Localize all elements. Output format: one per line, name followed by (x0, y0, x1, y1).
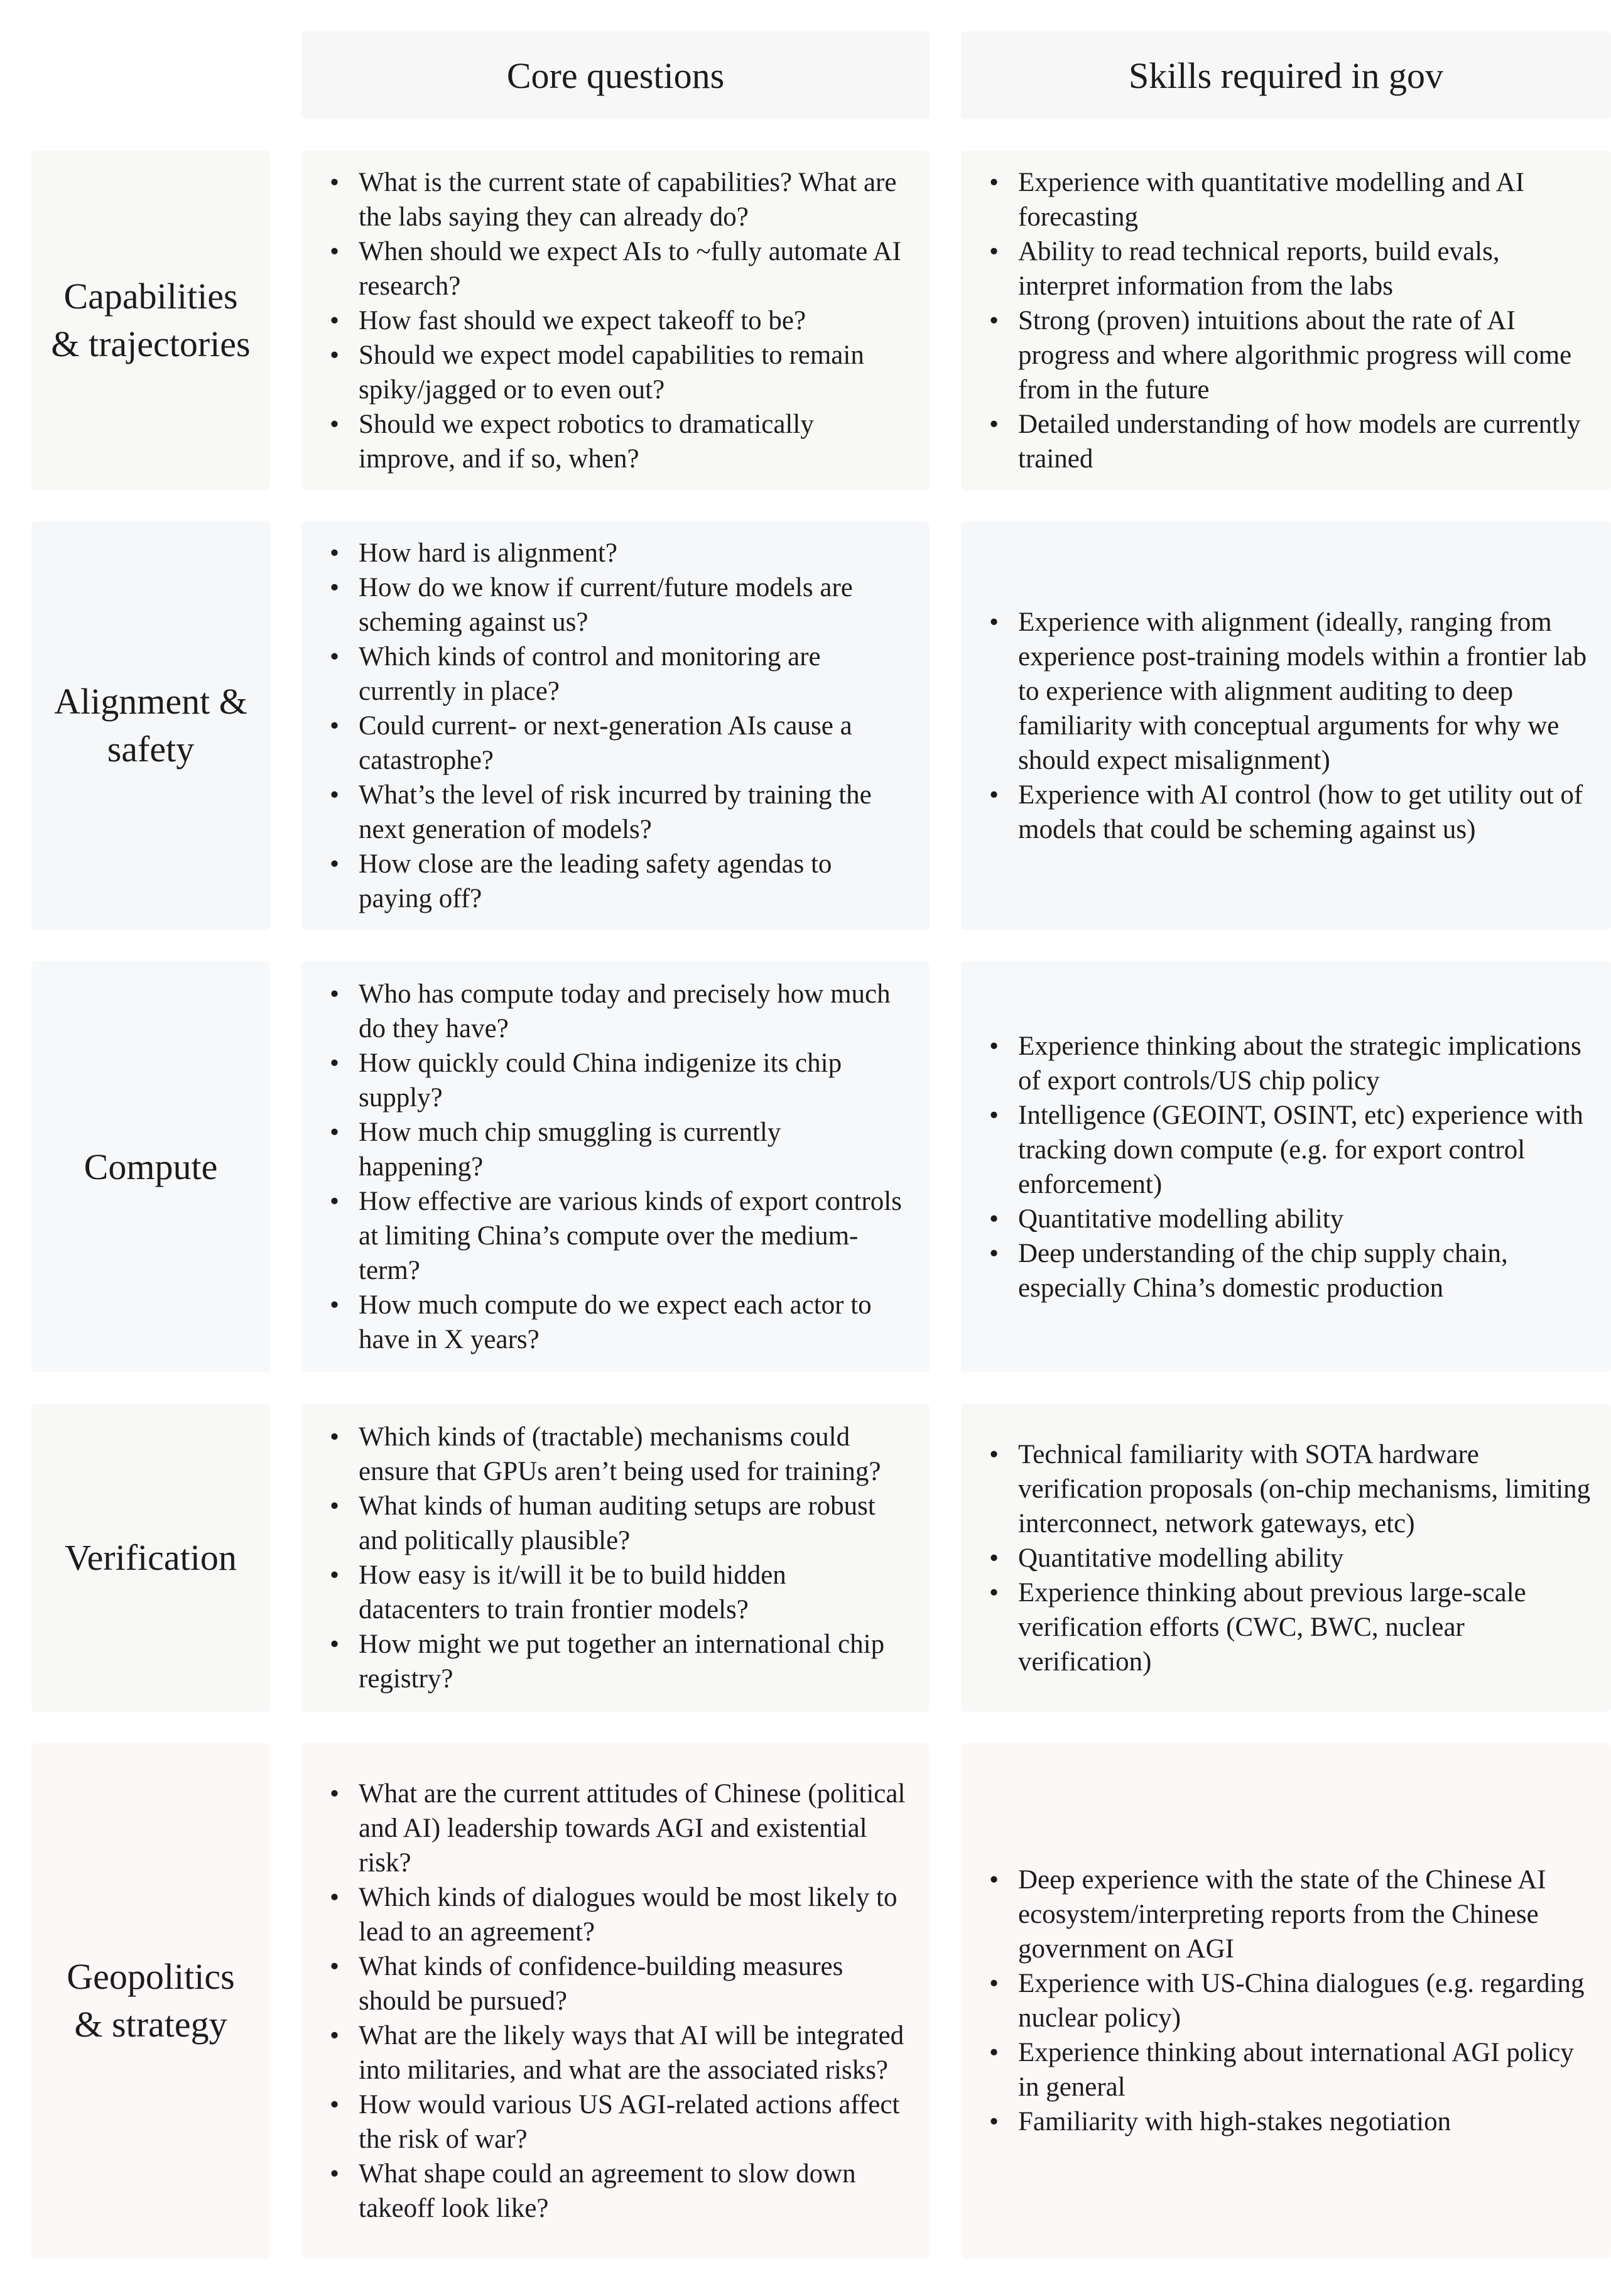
list-item: • Who has compute today and precisely how much do they have? (330, 977, 911, 1046)
list-item: • Experience thinking about the strategic implications of export controls/US chip policy (989, 1029, 1592, 1098)
questions-list (330, 977, 911, 1357)
list-item: • Should we expect model capabilities to remain spiky/jagged or to even out? (330, 338, 911, 407)
skills-compute (961, 961, 1611, 1373)
list-item: • What kinds of confidence-building measures should be pursued? (330, 1949, 911, 2018)
list-item: • How hard is alignment? (330, 536, 911, 570)
row-label-capabilities (31, 151, 270, 490)
header-corner (31, 31, 270, 119)
skills-verification (961, 1404, 1611, 1712)
skills-alignment (961, 521, 1611, 930)
list-item: • Experience with quantitative modelling and AI forecasting (989, 165, 1592, 234)
list-item: • Deep experience with the state of the Chinese AI ecosystem/interpreting reports from the Chinese government on AGI (989, 1863, 1592, 1966)
row-label-verification (31, 1404, 270, 1712)
list-item: • How effective are various kinds of export controls at limiting China’s compute over the medium-term? (330, 1184, 911, 1288)
row-label-alignment (31, 521, 270, 930)
list-item: • How might we put together an international chip registry? (330, 1627, 911, 1696)
skills-list (989, 605, 1592, 847)
questions-list (330, 1776, 911, 2226)
questions-compute (301, 961, 930, 1373)
list-item: • Should we expect robotics to dramatically improve, and if so, when? (330, 407, 911, 476)
list-item: • Which kinds of (tractable) mechanisms could ensure that GPUs aren’t being used for training? (330, 1420, 911, 1489)
list-item: • Familiarity with high-stakes negotiation (989, 2104, 1592, 2139)
list-item: • Experience with AI control (how to get utility out of models that could be scheming against us) (989, 778, 1592, 847)
list-item: • How fast should we expect takeoff to be? (330, 303, 911, 338)
skills-list (989, 1029, 1592, 1305)
row-label-line: safety (107, 729, 195, 770)
list-item: • Experience with US-China dialogues (e.g. regarding nuclear policy) (989, 1966, 1592, 2035)
questions-list (330, 536, 911, 916)
skills-list (989, 1437, 1592, 1679)
list-item: • Detailed understanding of how models are currently trained (989, 407, 1592, 476)
list-item: • Experience thinking about previous large-scale verification efforts (CWC, BWC, nuclear verification) (989, 1575, 1592, 1679)
list-item: • Experience with alignment (ideally, ranging from experience post-training models within a frontier lab to experience with alignment auditing to deep familiarity with conceptual arguments for why we should expect misalignment) (989, 605, 1592, 778)
list-item: • What shape could an agreement to slow down takeoff look like? (330, 2157, 911, 2226)
list-item: • Intelligence (GEOINT, OSINT, etc) experience with tracking down compute (e.g. for export control enforcement) (989, 1098, 1592, 1202)
list-item: • Ability to read technical reports, build evals, interpret information from the labs (989, 234, 1592, 303)
skills-table (31, 31, 1591, 2265)
questions-verification (301, 1404, 930, 1712)
list-item: • How do we know if current/future models are scheming against us? (330, 570, 911, 639)
header-skills: Skills required in gov (961, 31, 1611, 119)
questions-list (330, 165, 911, 476)
skills-geopolitics (961, 1743, 1611, 2258)
list-item: • Quantitative modelling ability (989, 1541, 1592, 1575)
list-item: • What’s the level of risk incurred by training the next generation of models? (330, 778, 911, 847)
questions-capabilities (301, 151, 930, 490)
list-item: • How much chip smuggling is currently happening? (330, 1115, 911, 1184)
list-item: • How would various US AGI-related actions affect the risk of war? (330, 2087, 911, 2157)
list-item: • What is the current state of capabilities? What are the labs saying they can already do? (330, 165, 911, 234)
list-item: • How close are the leading safety agendas to paying off? (330, 847, 911, 916)
list-item: • What kinds of human auditing setups are robust and politically plausible? (330, 1489, 911, 1558)
skills-capabilities (961, 151, 1611, 490)
list-item: • What are the likely ways that AI will be integrated into militaries, and what are the associated risks? (330, 2018, 911, 2087)
list-item: • How quickly could China indigenize its chip supply? (330, 1046, 911, 1115)
skills-list (989, 165, 1592, 476)
row-label-line: Verification (65, 1537, 237, 1578)
list-item: • Strong (proven) intuitions about the rate of AI progress and where algorithmic progress will come from in the future (989, 303, 1592, 407)
list-item: • Experience thinking about international AGI policy in general (989, 2035, 1592, 2104)
row-label-line: Compute (84, 1146, 218, 1187)
row-label-line: & trajectories (51, 324, 251, 364)
list-item: • Could current- or next-generation AIs cause a catastrophe? (330, 709, 911, 778)
list-item: • When should we expect AIs to ~fully automate AI research? (330, 234, 911, 303)
questions-list (330, 1420, 911, 1696)
row-label-compute (31, 961, 270, 1373)
list-item: • How easy is it/will it be to build hidden datacenters to train frontier models? (330, 1558, 911, 1627)
list-item: • Quantitative modelling ability (989, 1202, 1592, 1236)
row-label-line: Alignment & (54, 681, 247, 722)
list-item: • What are the current attitudes of Chinese (political and AI) leadership towards AGI and existential risk? (330, 1776, 911, 1880)
list-item: • Which kinds of dialogues would be most likely to lead to an agreement? (330, 1880, 911, 1949)
list-item: • How much compute do we expect each actor to have in X years? (330, 1288, 911, 1357)
row-label-geopolitics (31, 1743, 270, 2258)
row-label-line: Geopolitics (67, 1956, 235, 1997)
list-item: • Which kinds of control and monitoring are currently in place? (330, 639, 911, 709)
row-label-line: & strategy (74, 2004, 227, 2045)
header-core-questions: Core questions (301, 31, 930, 119)
skills-list (989, 1863, 1592, 2139)
questions-geopolitics (301, 1743, 930, 2258)
row-label-line: Capabilities (63, 276, 238, 317)
list-item: • Technical familiarity with SOTA hardware verification proposals (on-chip mechanisms, limiting interconnect, network gateways, etc) (989, 1437, 1592, 1541)
questions-alignment (301, 521, 930, 930)
list-item: • Deep understanding of the chip supply chain, especially China’s domestic production (989, 1236, 1592, 1305)
